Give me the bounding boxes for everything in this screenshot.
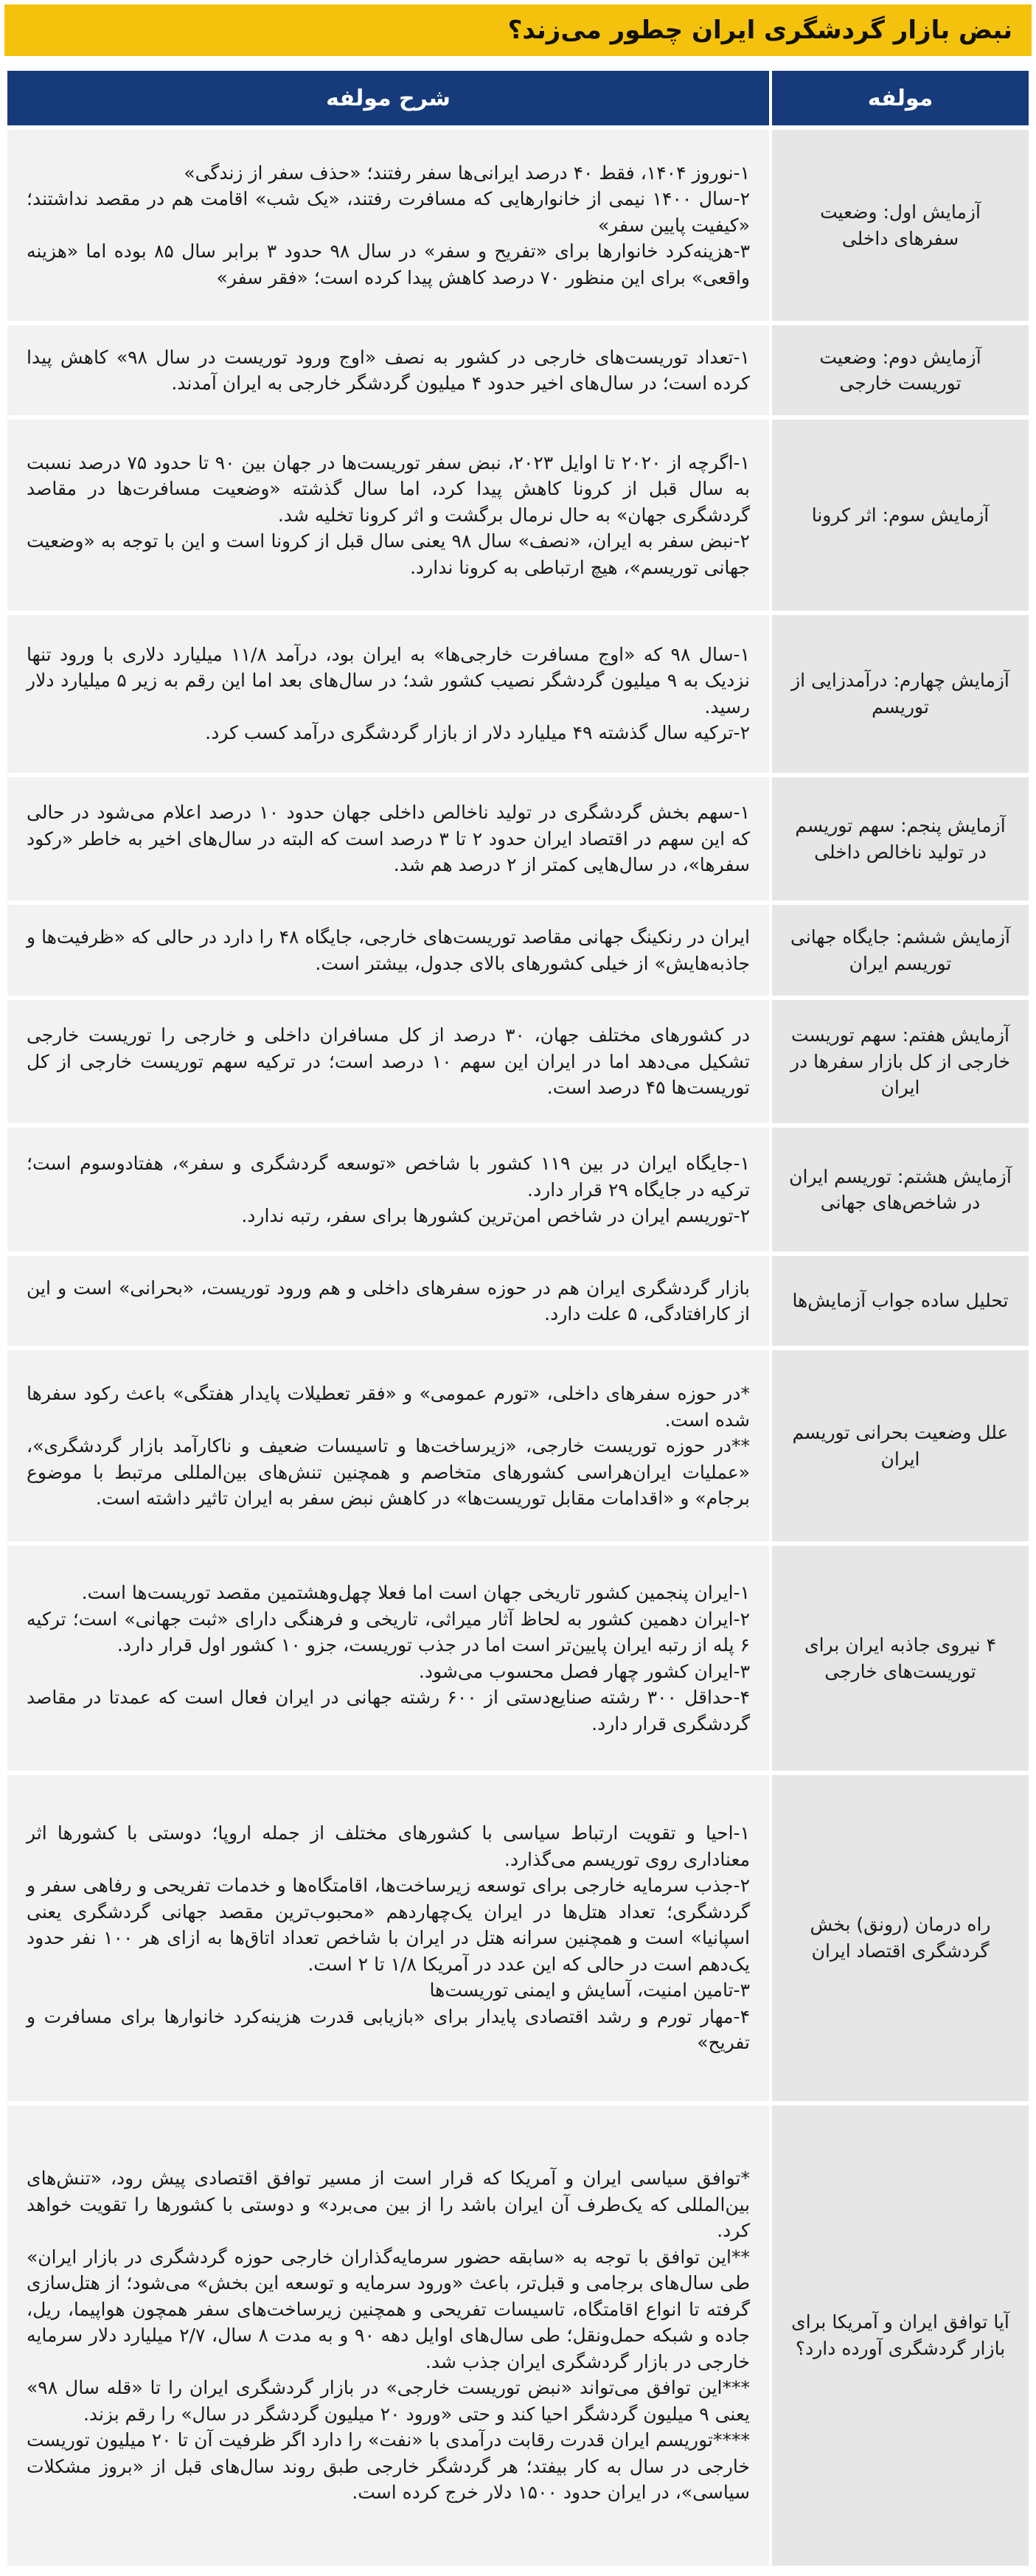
description-paragraph: ایران در رنکینگ جهانی مقاصد توریست‌های خارجی، جایگاه ۴۸ را دارد در حالی که «ظرفیت‌ها و جاذبه‌هایش» از خیلی کشورهای بالای جدول، بیشتر است. (27, 926, 750, 974)
description-paragraph: ۳-تامین امنیت، آسایش و ایمنی توریست‌ها (429, 1979, 750, 2002)
description-paragraph: ۱-نوروز ۱۴۰۴، فقط ۴۰ درصد ایرانی‌ها سفر رفتند؛ «حذف سفر از زندگی» (184, 162, 750, 184)
page-title: نبض بازار گردشگری ایران چطور می‌زند؟ (507, 15, 1012, 45)
row-description (7, 1000, 769, 1124)
table-row (7, 1350, 1029, 1541)
table-row (7, 1775, 1029, 2101)
table-row (7, 1128, 1029, 1251)
row-description (7, 777, 769, 901)
row-topic: تحلیل ساده جواب آزمایش‌ها (772, 1256, 1029, 1346)
row-description (7, 325, 769, 415)
description-paragraph: **این توافق با توجه به «سابقه حضور سرمایه‌گذاران خارجی حوزه گردشگری در بازار ایران» طی سال‌های برجامی و قبل‌تر، باعث «ورود سرمایه و توسعه این بخش» می‌شود؛ از هتل‌سازی گرفته تا انواع اقامتگاه، تاسیسات تفریحی و همچنین زیرساخت‌های سفر همچون هواپیما، ریل، جاده و شبکه حمل‌ونقل؛ طی سال‌های اوایل دهه ۹۰ و به مدت ۸ سال، ۲/۷ میلیارد دلار سرمایه خارجی در بازار گردشگری ایران جذب شد. (27, 2246, 750, 2372)
description-paragraph: ****توریسم ایران قدرت رقابت درآمدی با «نفت» را دارد اگر ظرفیت آن تا ۲۰ میلیون توریست خارجی در سال به کار بیفتد؛ هر گردشگر خارجی طبق روند سال‌های قبل از «بروز مشکلات سیاسی»، در ایران حدود ۱۵۰۰ دلار خرج کرده است. (27, 2429, 750, 2504)
description-paragraph: ۱-سال ۹۸ که «اوج مسافرت خارجی‌ها» به ایران بود، درآمد ۱۱/۸ میلیارد دلاری با ورود تنها نزدیک به ۹ میلیون گردشگر نصیب کشور شد؛ در سال‌های بعد اما این رقم به زیر ۵ میلیارد دلار رسید. (27, 643, 751, 718)
description-paragraph: ۱-جایگاه ایران در بین ۱۱۹ کشور با شاخص «توسعه گردشگری و سفر»، هفتادوسوم است؛ ترکیه در جایگاه ۲۹ قرار دارد. (27, 1153, 750, 1201)
table-row (7, 1546, 1029, 1771)
description-paragraph: ۲-سال ۱۴۰۰ نیمی از خانوارهایی که مسافرت رفتند، «یک شب» اقامت هم در مقصد نداشتند؛ «کیفیت پایین سفر» (27, 188, 751, 236)
row-topic: آیا توافق ایران و آمریکا برای بازار گردشگری آورده دارد؟ (772, 2105, 1029, 2566)
table-row (7, 777, 1029, 901)
row-description (7, 1775, 769, 2101)
table-row (7, 1000, 1029, 1124)
description-paragraph: ۱-ایران پنجمین کشور تاریخی جهان است اما فعلا چهل‌وهشتمین مقصد توریست‌ها است. (81, 1582, 750, 1604)
description-paragraph: ۱-احیا و تقویت ارتباط سیاسی با کشورهای مختلف از جمله اروپا؛ دوستی با کشورها اثر معناداری روی توریسم می‌گذارد. (27, 1822, 750, 1870)
row-description (7, 615, 769, 772)
table-row (7, 2105, 1029, 2566)
description-paragraph: ۲-ترکیه سال گذشته ۴۹ میلیارد دلار از بازار گردشگری درآمد کسب کرد. (205, 722, 750, 744)
description-paragraph: ۴-حداقل ۳۰۰ رشته صنایع‌دستی از ۶۰۰ رشته جهانی در ایران فعال است که عمدتا در مقاصد گردشگری قرار دارد. (27, 1687, 751, 1735)
table-row (7, 420, 1029, 611)
row-description (7, 1128, 769, 1251)
description-paragraph: ۲-توریسم ایران در شاخص امن‌ترین کشورها برای سفر، رتبه ندارد. (241, 1205, 750, 1227)
table-row (7, 130, 1029, 321)
description-paragraph: در کشورهای مختلف جهان، ۳۰ درصد از کل مسافران داخلی و خارجی را توریست خارجی تشکیل می‌دهد اما در ایران این سهم ۱۰ درصد است؛ در ترکیه سهم توریست خارجی از کل توریست‌ها ۴۵ درصد است. (27, 1024, 750, 1099)
description-paragraph: ۴-مهار تورم و رشد اقتصادی پایدار برای «بازیابی قدرت هزینه‌کرد خانوارها برای مسافرت و تفریح» (27, 2005, 750, 2054)
row-topic: راه درمان (رونق) بخش گردشگری اقتصاد ایران (772, 1775, 1029, 2101)
row-description (7, 130, 769, 321)
header-row (7, 71, 1029, 125)
row-topic: آزمایش سوم: اثر کرونا (772, 420, 1029, 611)
row-description (7, 1350, 769, 1541)
row-topic: آزمایش هشتم: توریسم ایران در شاخص‌های جهانی (772, 1128, 1029, 1251)
table-row (7, 325, 1029, 415)
description-paragraph: *توافق سیاسی ایران و آمریکا که قرار است از مسیر توافق اقتصادی پیش رود، «تنش‌های بین‌المللی که یک‌طرف آن ایران باشد را از بین می‌برد» و دوستی با کشورها را تقویت خواهد کرد. (27, 2167, 750, 2242)
description-paragraph: بازار گردشگری ایران هم در حوزه سفرهای داخلی و هم ورود توریست، «بحرانی» است و این از کارافتادگی، ۵ علت دارد. (27, 1277, 750, 1325)
row-description (7, 2105, 769, 2566)
row-description (7, 905, 769, 995)
row-topic: آزمایش اول: وضعیت سفرهای داخلی (772, 130, 1029, 321)
description-paragraph: ۲-جذب سرمایه خارجی برای توسعه زیرساخت‌ها، اقامتگاه‌ها و خدمات تفریحی و رفاهی سفر و گردشگری؛ تعداد هتل‌ها در ایران یک‌چهاردهم «محبوب‌ترین مقصد جهانی گردشگری یعنی اسپانیا» است و همچنین سرانه هتل در ایران با شاخص تعداد اتاق‌ها به ازای هر ۱۰۰ نفر حدود یک‌دهم است در حالی که این عدد در آمریکا ۱/۸ تا ۲ است. (27, 1875, 750, 1975)
row-topic: آزمایش پنجم: سهم توریسم در تولید ناخالص داخلی (772, 777, 1029, 901)
title-bar (4, 4, 1032, 56)
header-topic: مولفه (772, 71, 1029, 125)
row-description (7, 1256, 769, 1346)
description-paragraph: ۳-هزینه‌کرد خانوارها برای «تفریح و سفر» در سال ۹۸ حدود ۳ برابر سال ۸۵ بوده اما «هزینه واقعی» برای این منظور ۷۰ درصد کاهش پیدا کرده است؛ «فقر سفر» (27, 240, 750, 288)
row-topic: علل وضعیت بحرانی توریسم ایران (772, 1350, 1029, 1541)
row-topic: آزمایش ششم: جایگاه جهانی توریسم ایران (772, 905, 1029, 995)
description-paragraph: ۱-سهم بخش گردشگری در تولید ناخالص داخلی جهان حدود ۱۰ درصد اعلام می‌شود در حالی که این سهم در اقتصاد ایران حدود ۲ تا ۳ درصد است که البته در سال‌های اخیر به خاطر «رکود سفرها»، در سال‌هایی کمتر از ۲ درصد هم شد. (27, 802, 750, 876)
header-description: شرح مولفه (7, 71, 769, 125)
description-paragraph: ۲-ایران دهمین کشور به لحاظ آثار میراثی، تاریخی و فرهنگی دارای «ثبت جهانی» است؛ ترکیه ۶ پله از رتبه ایران پایین‌تر است اما در جذب توریست، جزو ۱۰ کشور اول قرار دارد. (27, 1608, 750, 1656)
row-topic: آزمایش چهارم: درآمدزایی از توریسم (772, 615, 1029, 772)
row-description (7, 420, 769, 611)
description-paragraph: ۳-ایران کشور چهار فصل محسوب می‌شود. (418, 1660, 750, 1682)
table-row (7, 905, 1029, 995)
description-paragraph: ۱-اگرچه از ۲۰۲۰ تا اوایل ۲۰۲۳، نبض سفر توریست‌ها در جهان بین ۹۰ تا حدود ۷۵ درصد نسبت به سال قبل از کرونا کاهش پیدا کرد، اما سال گذشته «وضعیت مسافرت‌ها در مقاصد گردشگری جهان» به حال نرمال برگشت و اثر کرونا تخلیه شد. (27, 451, 750, 526)
description-paragraph: ***این توافق می‌تواند «نبض توریست خارجی» در بازار گردشگری ایران را تا «قله سال ۹۸» یعنی ۹ میلیون گردشگر احیا کند و حتی «ورود ۲۰ میلیون گردشگر در سال» را رقم بزند. (27, 2377, 750, 2425)
description-paragraph: *در حوزه سفرهای داخلی، «تورم عمومی» و «فقر تعطیلات پایدار هفتگی» باعث رکود سفرها شده است. (27, 1383, 750, 1431)
table-body (7, 130, 1029, 2566)
description-paragraph: ۱-تعداد توریست‌های خارجی در کشور به نصف «اوج ورود توریست در سال ۹۸» کاهش پیدا کرده است؛ در سال‌های اخیر حدود ۴ میلیون گردشگر خارجی به ایران آمدند. (27, 346, 750, 395)
components-table (4, 66, 1032, 2570)
table-row (7, 615, 1029, 772)
description-paragraph: **در حوزه توریست خارجی، «زیرساخت‌ها و تاسیسات ضعیف و ناکارآمد بازار گردشگری»، «عملیات ایران‌هراسی کشورهای متخاصم و همچنین تنش‌های بین‌المللی مرتبط با موضوع برجام» و «اقدامات مقابل توریست‌ها» در کاهش نبض سفر به ایران تاثیر داشته است. (27, 1435, 750, 1510)
description-paragraph: ۲-نبض سفر به ایران، «نصف» سال ۹۸ یعنی سال قبل از کرونا است و این با توجه به «وضعیت جهانی توریسم»، هیچ ارتباطی به کرونا ندارد. (27, 530, 750, 578)
row-description (7, 1546, 769, 1771)
table-row (7, 1256, 1029, 1346)
row-topic: آزمایش دوم: وضعیت توریست خارجی (772, 325, 1029, 415)
row-topic: آزمایش هفتم: سهم توریست خارجی از کل بازار سفرها در ایران (772, 1000, 1029, 1124)
row-topic: ۴ نیروی جاذبه ایران برای توریست‌های خارجی (772, 1546, 1029, 1771)
